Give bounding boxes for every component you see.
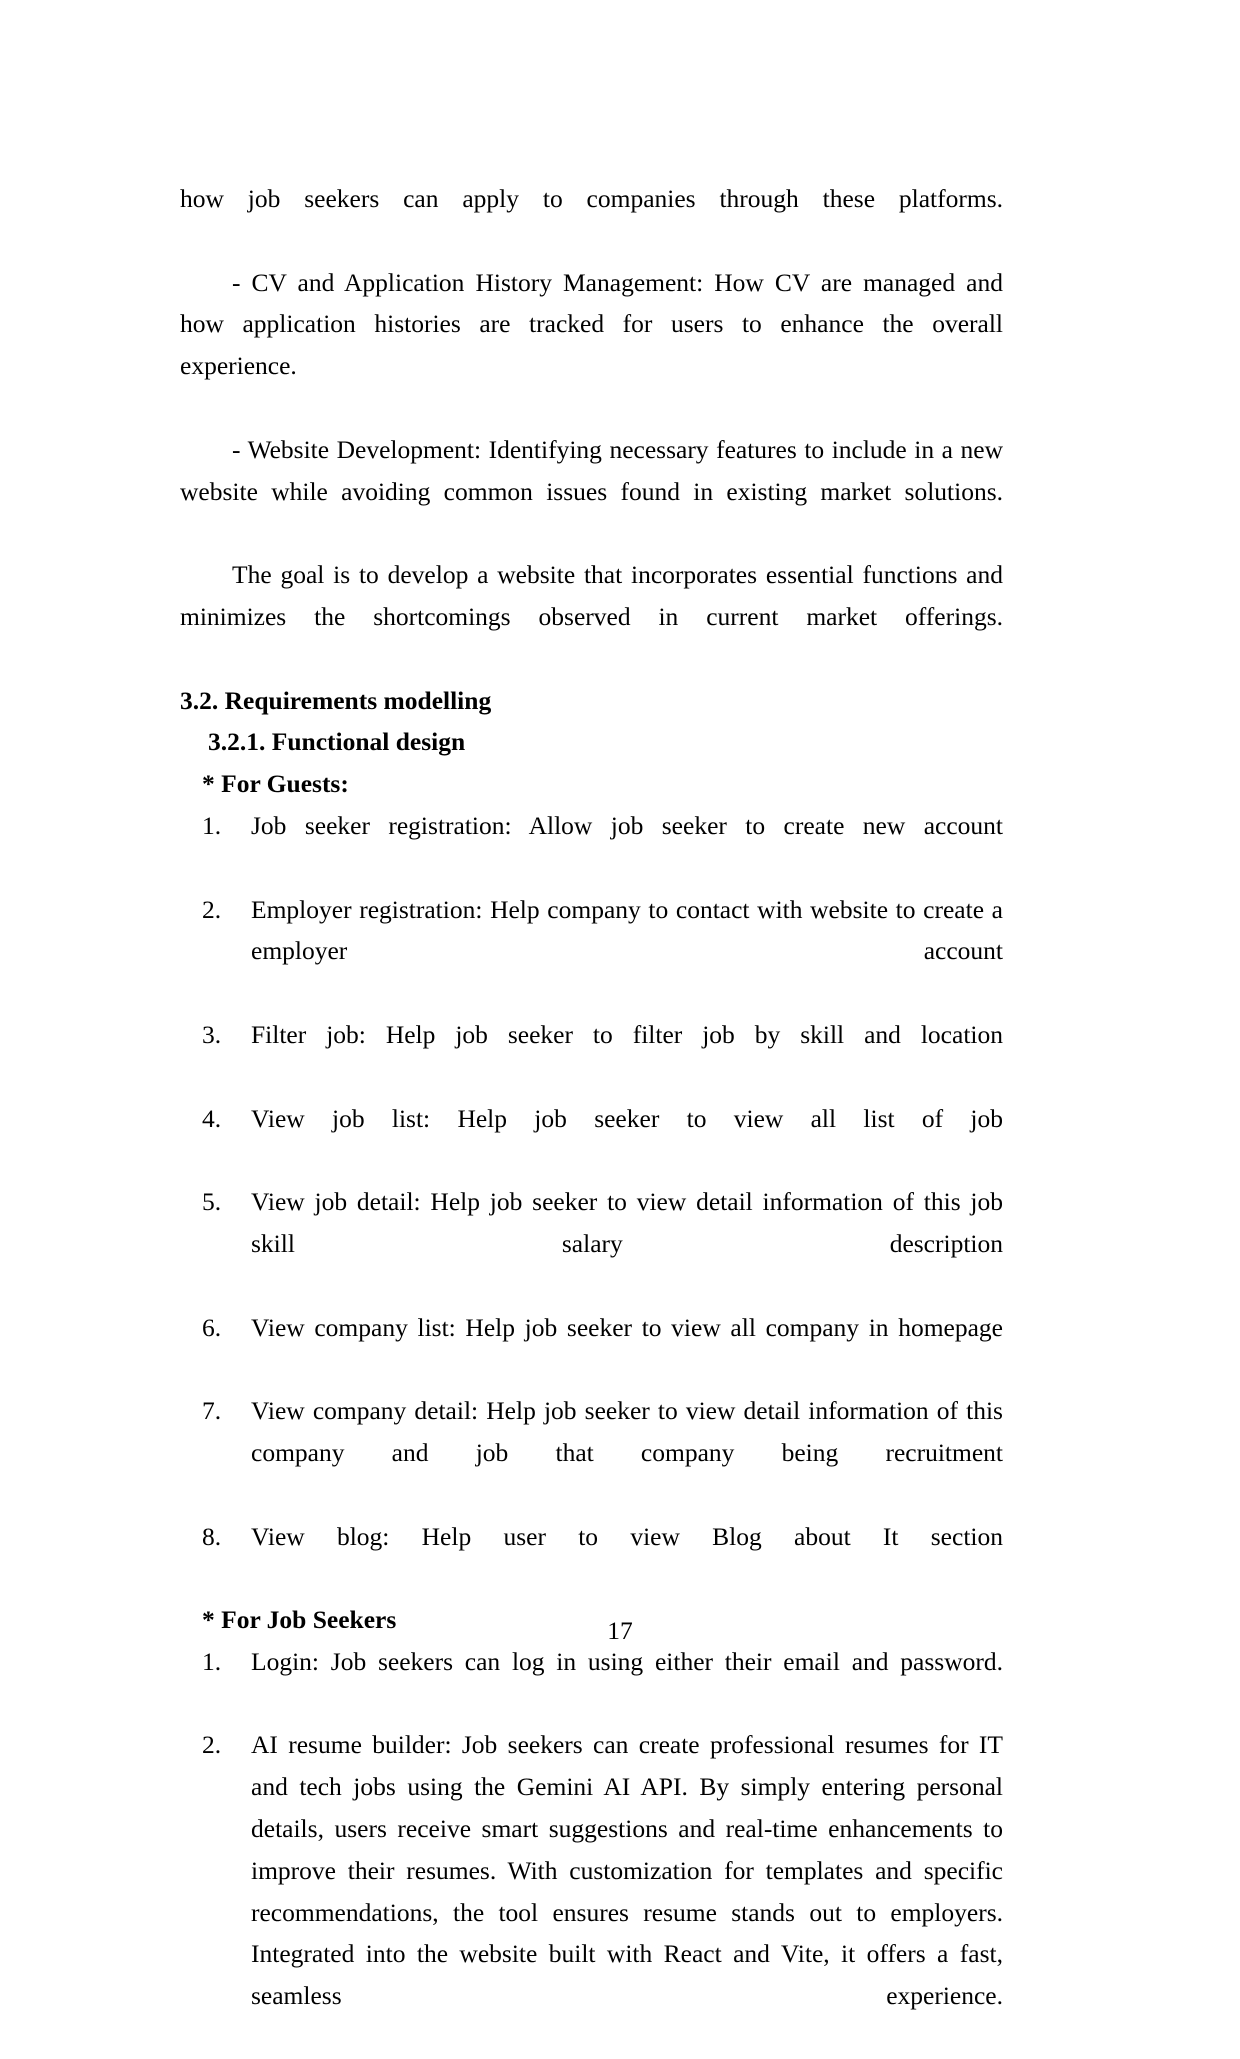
list-item-text: View company list: Help job seeker to view all company in homepage <box>251 1312 1003 1342</box>
list-item-text: View job detail: Help job seeker to view detail information of this job skill salary description <box>251 1187 1003 1258</box>
list-item-text: Job seeker registration: Allow job seeker to create new account <box>251 810 1003 840</box>
list-item <box>180 1390 1003 1515</box>
list-marker: 2. <box>202 1730 222 1760</box>
guest-requirements-list <box>180 805 1003 1599</box>
list-item <box>180 1724 1003 2058</box>
list-marker: 4. <box>202 1103 222 1133</box>
list-marker: 3. <box>202 1019 222 1049</box>
list-item <box>180 1307 1003 1391</box>
list-item <box>180 1181 1003 1306</box>
list-item-text: Employer registration: Help company to contact with website to create a employer account <box>251 894 1003 966</box>
paragraph-cv-management: - CV and Application History Management: How CV are managed and how application histories are tracked for users to enhance the overall experience. <box>180 267 1003 381</box>
list-marker: 2. <box>202 894 222 924</box>
list-marker: 1. <box>202 1646 222 1676</box>
list-item-text: View company detail: Help job seeker to view detail information of this company and job that company being recruitment <box>251 1396 1003 1467</box>
list-marker: 5. <box>202 1187 222 1217</box>
list-item <box>180 1516 1003 1600</box>
list-item-text: Login: Job seekers can log in using either their email and password. <box>251 1646 1003 1676</box>
heading-for-guests: * For Guests: <box>202 769 349 799</box>
list-item <box>180 1641 1003 1725</box>
heading-functional-design: 3.2.1. Functional design <box>208 727 466 757</box>
list-item-text: Filter job: Help job seeker to filter job by skill and location <box>251 1019 1003 1049</box>
list-marker: 8. <box>202 1521 222 1551</box>
heading-requirements-modelling: 3.2. Requirements modelling <box>180 685 492 715</box>
page-number: 17 <box>607 1616 633 1645</box>
job-seeker-requirements-list <box>180 1641 1003 2059</box>
list-item-text: View job list: Help job seeker to view all list of job <box>251 1103 1003 1133</box>
list-marker: 6. <box>202 1312 222 1342</box>
page-content <box>180 178 1003 2059</box>
list-item-text: AI resume builder: Job seekers can create professional resumes for IT and tech jobs using the Gemini AI API. By simply entering personal details, users receive smart suggestions and real-time enhancements to improve their resumes. With customization for templates and specific recommendations, the tool ensures resume stands out to employers. Integrated into the website built with React and Vite, it offers a fast, seamless experience. <box>251 1730 1003 2011</box>
list-marker: 7. <box>202 1396 222 1426</box>
paragraph-continuation: how job seekers can apply to companies through these platforms. <box>180 184 1003 213</box>
list-item-text: View blog: Help user to view Blog about It section <box>251 1521 1003 1551</box>
list-item <box>180 1014 1003 1098</box>
paragraph-website-development: - Website Development: Identifying necessary features to include in a new website while avoiding common issues found in existing market solutions. <box>180 434 1003 506</box>
list-item <box>180 1098 1003 1182</box>
heading-for-job-seekers: * For Job Seekers <box>202 1605 397 1635</box>
list-item <box>180 805 1003 889</box>
list-item <box>180 889 1003 1014</box>
list-marker: 1. <box>202 810 222 840</box>
paragraph-goal: The goal is to develop a website that incorporates essential functions and minimizes the shortcomings observed in current market offerings. <box>180 560 1003 631</box>
